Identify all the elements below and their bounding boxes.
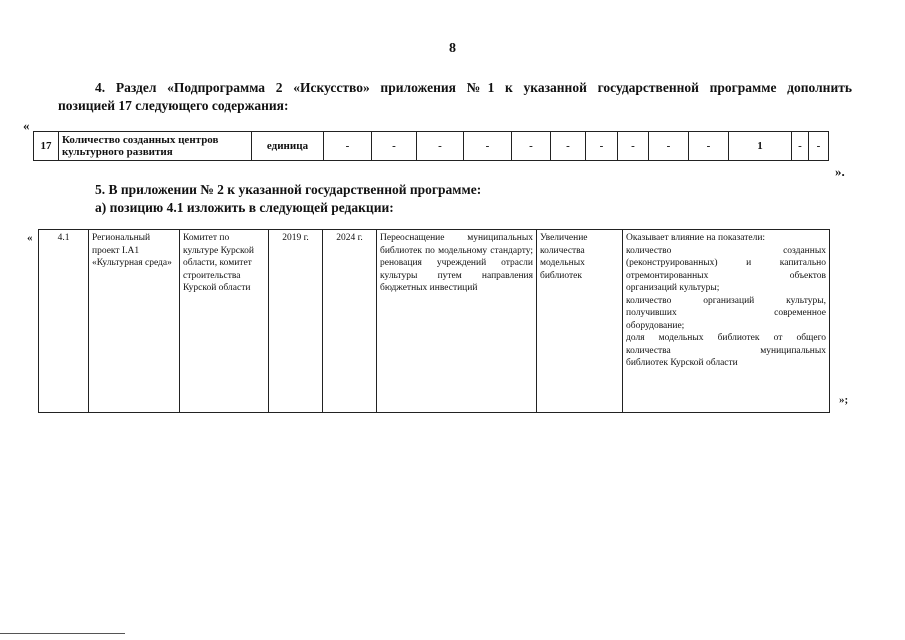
value-cell: -	[464, 132, 512, 161]
impact-line: отремонтированных объектов	[626, 270, 826, 281]
table-row	[34, 132, 829, 161]
value-cell: 1	[729, 132, 792, 161]
value-cell: -	[324, 132, 372, 161]
position-number: 4.1	[39, 230, 89, 413]
value-cell: -	[417, 132, 464, 161]
value-cell: -	[689, 132, 729, 161]
impact-line: количество созданных	[626, 245, 826, 256]
value-cell: -	[809, 132, 829, 161]
scan-edge-line	[0, 633, 125, 634]
impact-line: количество организаций культуры,	[626, 295, 826, 306]
value-cell: -	[792, 132, 809, 161]
start-year: 2019 г.	[269, 230, 323, 413]
unit-cell: единица	[252, 132, 324, 161]
table-row	[39, 230, 830, 413]
table2-close-quote: »;	[839, 394, 849, 406]
impact-line: оборудование;	[626, 320, 685, 331]
impact-line: Оказывает влияние на показатели:	[626, 233, 766, 243]
section-5-line-2: а) позицию 4.1 изложить в следующей редакции:	[95, 200, 394, 215]
value-cell: -	[586, 132, 618, 161]
value-cell: -	[649, 132, 689, 161]
value-cell: -	[512, 132, 551, 161]
indicator-impact	[623, 230, 830, 413]
impact-line: библиотек Курской области	[626, 358, 738, 368]
table1-close-quote: ».	[835, 164, 845, 179]
table2-open-quote: «	[27, 232, 33, 244]
measures-description: Переоснащение муниципальных библиотек по модельному стандарту; реновация учреждений отрасли культуры путем направления бюджетных инвестиций	[377, 230, 537, 413]
end-year: 2024 г.	[323, 230, 377, 413]
value-cell: -	[618, 132, 649, 161]
indicators-table	[33, 131, 829, 161]
responsible-executor: Комитет по культуре Курской области, комитет строительства Курской области	[180, 230, 269, 413]
impact-line: (реконструированных) и капитально	[626, 258, 826, 268]
impact-line: доля модельных библиотек от общего	[626, 333, 826, 343]
section-4-line-1: 4. Раздел «Подпрограмма 2 «Искусство» приложения №1 к указанной государственной программе дополнить	[95, 80, 852, 95]
expected-result: Увеличение количества модельных библиотек	[537, 230, 623, 413]
project-name: Региональный проект I.A1 «Культурная среда»	[89, 230, 180, 413]
page-number: 8	[449, 41, 456, 56]
section-4-line-2: позицией 17 следующего содержания:	[58, 98, 289, 113]
section-5-line-1: 5. В приложении № 2 к указанной государственной программе:	[95, 182, 482, 197]
row-number: 17	[34, 132, 59, 161]
impact-line: получивших современное	[626, 308, 826, 318]
impact-line: количества муниципальных	[626, 345, 826, 356]
value-cell: -	[551, 132, 586, 161]
indicator-name: Количество созданных центров культурного развития	[59, 132, 252, 161]
table1-open-quote: «	[23, 118, 30, 133]
impact-line: организаций культуры;	[626, 283, 720, 293]
value-cell: -	[372, 132, 417, 161]
program-measures-table	[38, 229, 830, 413]
